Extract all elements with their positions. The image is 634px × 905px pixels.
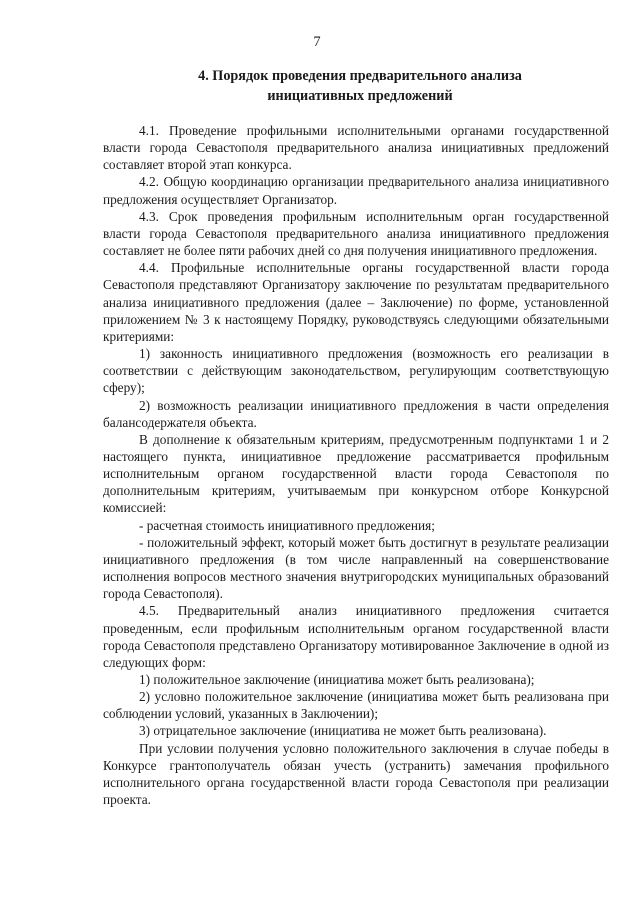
paragraph-4-5: 4.5. Предварительный анализ инициативного предложения считается проведенным, если профильным исполнительным органом государственной власти города Севастополя представлено Организатору мотивированное Заключение в одной из следующих форм:	[103, 603, 609, 670]
section-heading-line-1: 4. Порядок проведения предварительного анализа	[198, 68, 522, 84]
paragraph-4-3: 4.3. Срок проведения профильным исполнительным орган государственной власти города Севастополя предварительного анализа инициативного предложения составляет не более пяти рабочих дней со дня получения инициативного предложения.	[103, 208, 609, 259]
document-body	[103, 122, 609, 808]
additional-criterion-cost: - расчетная стоимость инициативного предложения;	[139, 517, 435, 533]
paragraph-4-4: 4.4. Профильные исполнительные органы государственной власти города Севастополя представляют Организатору заключение по результатам предварительного анализа инициативного предложения (далее – Заключение) по форме, установленной приложением № 3 к настоящему Порядку, руководствуясь следующими обязательными критериями:	[103, 260, 609, 344]
conclusion-form-1: 1) положительное заключение (инициатива может быть реализована);	[139, 672, 535, 687]
paragraph-4-2: 4.2. Общую координацию организации предварительного анализа инициативного предложения осуществляет Организатор.	[103, 174, 609, 207]
conclusion-form-3: 3) отрицательное заключение (инициатива не может быть реализована).	[139, 723, 547, 739]
conclusion-form-2: 2) условно положительное заключение (инициатива может быть реализована при соблюдении условий, указанных в Заключении);	[103, 689, 609, 722]
section-heading	[100, 66, 620, 106]
additional-criterion-effect: - положительный эффект, который может быть достигнут в результате реализации инициативного предложения (в том числе направленный на совершенствование исполнения вопросов местного значения внутригородских муниципальных образований города Севастополя).	[103, 534, 609, 602]
page-number: 7	[313, 34, 321, 50]
criterion-2: 2) возможность реализации инициативного предложения в части определения балансодержателя объекта.	[103, 397, 609, 430]
additional-criteria-intro: В дополнение к обязательным критериям, предусмотренным подпунктами 1 и 2 настоящего пункта, инициативное предложение рассматривается профильным исполнительным органом государственной власти города Севастополя по дополнительным критериям, учитываемым при конкурсном отборе Конкурсной комиссией:	[103, 431, 609, 516]
section-heading-line-2: инициативных предложений	[267, 88, 453, 104]
paragraph-4-1: 4.1. Проведение профильными исполнительными органами государственной власти города Севастополя предварительного анализа инициативных предложений составляет второй этап конкурса.	[103, 123, 609, 173]
closing-paragraph: При условии получения условно положительного заключения в случае победы в Конкурсе грантополучатель обязан учесть (устранить) замечания профильного исполнительного органа государственной власти города Севастополя при реализации проекта.	[103, 740, 609, 808]
criterion-1: 1) законность инициативного предложения (возможность его реализации в соответствии с действующим законодательством, регулирующим соответствующую сферу);	[103, 346, 609, 396]
